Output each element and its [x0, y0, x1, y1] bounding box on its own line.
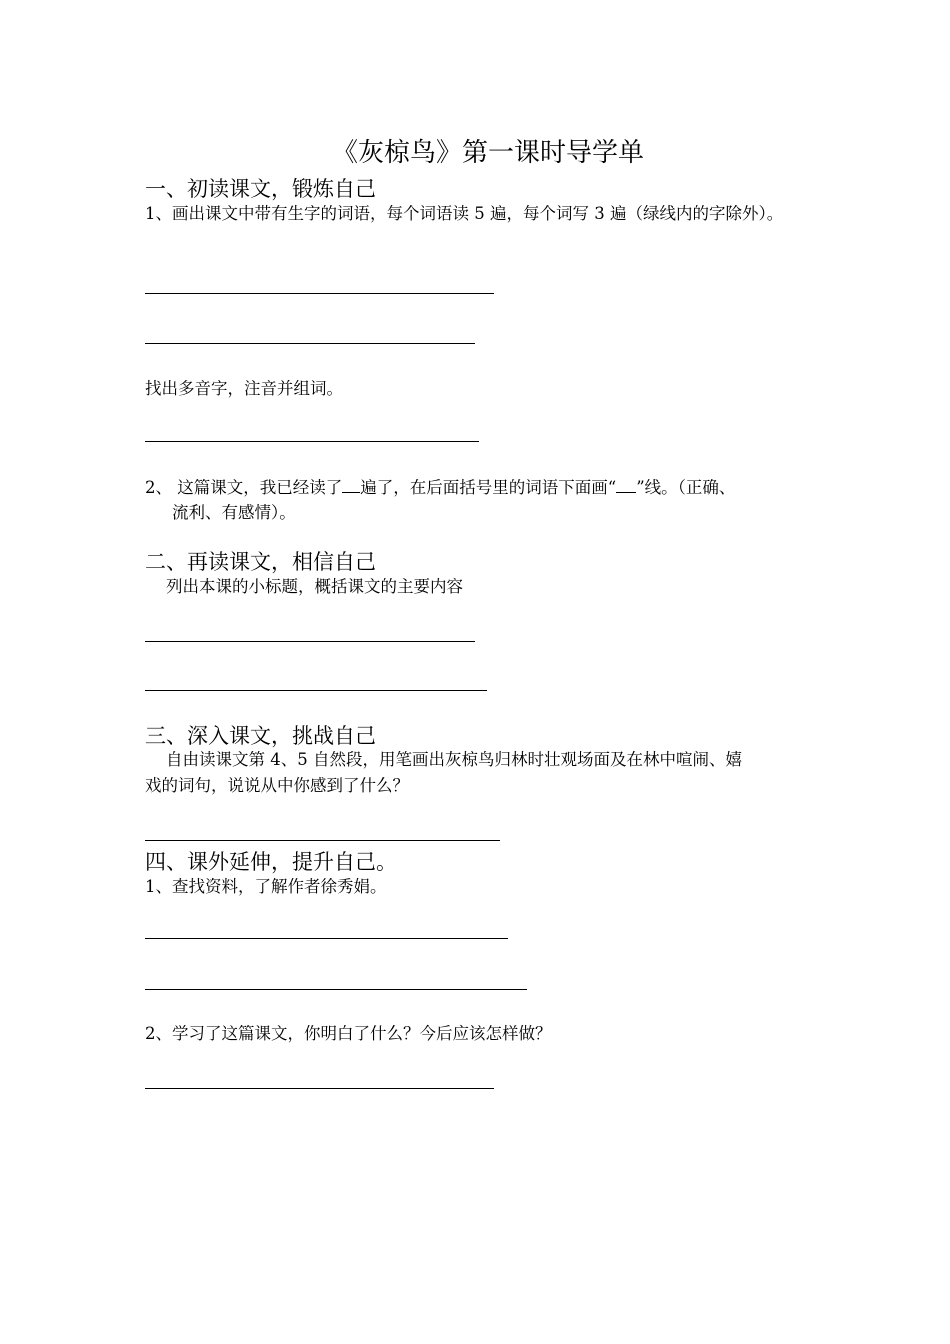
- section4-item1: 1、查找资料，了解作者徐秀娟。: [145, 877, 387, 896]
- answer-line[interactable]: [145, 938, 508, 939]
- section4-heading: 四、课外延伸，提升自己。: [145, 850, 397, 874]
- answer-line[interactable]: [145, 840, 500, 841]
- answer-line[interactable]: [145, 343, 475, 344]
- answer-line[interactable]: [145, 293, 494, 294]
- section3-heading: 三、深入课文，挑战自己: [145, 724, 376, 748]
- section3-instruction-line1: 自由读课文第 4、5 自然段，用笔画出灰椋鸟归林时壮观场面及在林中喧闹、嬉: [166, 750, 742, 769]
- item2-text-b: 遍了，在后面括号里的词语下面画“: [360, 478, 617, 497]
- read-count-blank[interactable]: [342, 476, 360, 493]
- section2-instruction: 列出本课的小标题，概括课文的主要内容: [166, 577, 463, 596]
- item2-text-c: ”线。（正确、: [636, 478, 736, 497]
- underline-style-blank[interactable]: [616, 476, 636, 493]
- answer-line[interactable]: [145, 690, 487, 691]
- section2-heading: 二、再读课文，相信自己: [145, 550, 376, 574]
- item2-text-a: 2、 这篇课文，我已经读了: [145, 478, 343, 497]
- section1-item2-cont: 流利、有感情）。: [172, 503, 296, 522]
- section1-heading: 一、初读课文，锻炼自己: [145, 177, 376, 201]
- section1-item1: 1、画出课文中带有生字的词语，每个词语读 5 遍，每个词写 3 遍（绿线内的字除外）。: [145, 204, 784, 223]
- section1-item2: [145, 475, 735, 500]
- answer-line[interactable]: [145, 641, 475, 642]
- answer-line[interactable]: [145, 1088, 494, 1089]
- section3-instruction-line2: 戏的词句，说说从中你感到了什么？: [145, 776, 409, 795]
- answer-line[interactable]: [145, 989, 527, 990]
- answer-line[interactable]: [145, 441, 479, 442]
- section4-item2: 2、学习了这篇课文，你明白了什么？今后应该怎样做？: [145, 1024, 552, 1043]
- section1-polyphone: 找出多音字，注音并组词。: [145, 379, 343, 398]
- page-title: 《灰椋鸟》第一课时导学单: [332, 138, 645, 168]
